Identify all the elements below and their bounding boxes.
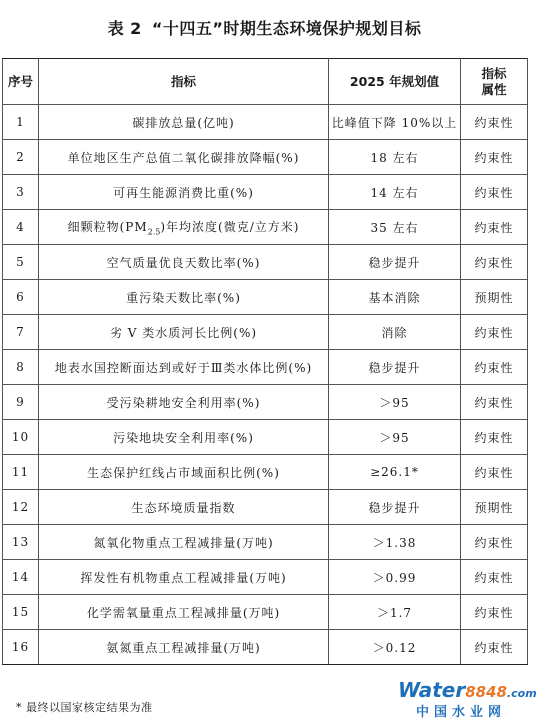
row-target: 比峰值下降 10%以上 (329, 105, 461, 140)
header-attr: 指标 属性 (461, 59, 528, 105)
row-indicator: 污染地块安全利用率(%) (39, 420, 329, 455)
row-indicator: 单位地区生产总值二氧化碳排放降幅(%) (39, 140, 329, 175)
row-indicator: 细颗粒物$(PM_{2.5})$年均浓度(微克/立方米) (39, 210, 329, 245)
table-row (3, 315, 528, 350)
row-indicator: 氨氮重点工程减排量(万吨) (39, 630, 329, 665)
row-no: 16 (3, 630, 39, 665)
row-attr: 约束性 (461, 420, 528, 455)
header-target: 2025 年规划值 (329, 59, 461, 105)
row-indicator: 地表水国控断面达到或好于Ⅲ类水体比例(%) (39, 350, 329, 385)
targets-table (2, 58, 528, 665)
row-no: 4 (3, 210, 39, 245)
watermark-logo (398, 678, 537, 721)
row-attr: 约束性 (461, 105, 528, 140)
table-row (3, 105, 528, 140)
row-no: 8 (3, 350, 39, 385)
row-target: ＞0.99 (329, 560, 461, 595)
row-indicator: 挥发性有机物重点工程减排量(万吨) (39, 560, 329, 595)
row-target: 35 左右 (329, 210, 461, 245)
table-row (3, 175, 528, 210)
header-no: 序号 (3, 59, 39, 105)
table-row (3, 560, 528, 595)
row-attr: 约束性 (461, 595, 528, 630)
row-no: 11 (3, 455, 39, 490)
row-no: 1 (3, 105, 39, 140)
table-row (3, 630, 528, 665)
row-indicator: 劣 V 类水质河长比例(%) (39, 315, 329, 350)
row-target: 基本消除 (329, 280, 461, 315)
row-no: 7 (3, 315, 39, 350)
table-row (3, 210, 528, 245)
row-indicator: 碳排放总量(亿吨) (39, 105, 329, 140)
table-row (3, 455, 528, 490)
row-no: 6 (3, 280, 39, 315)
row-indicator: 生态环境质量指数 (39, 490, 329, 525)
row-target: 18 左右 (329, 140, 461, 175)
row-no: 14 (3, 560, 39, 595)
row-no: 13 (3, 525, 39, 560)
row-no: 3 (3, 175, 39, 210)
row-attr: 约束性 (461, 245, 528, 280)
table-title (0, 16, 529, 39)
row-no: 9 (3, 385, 39, 420)
row-indicator: 受污染耕地安全利用率(%) (39, 385, 329, 420)
row-attr: 约束性 (461, 140, 528, 175)
row-target: ＞95 (329, 420, 461, 455)
table-row (3, 280, 528, 315)
row-attr: 约束性 (461, 175, 528, 210)
table-row (3, 245, 528, 280)
row-target: ＞1.7 (329, 595, 461, 630)
row-target: 稳步提升 (329, 350, 461, 385)
row-attr: 约束性 (461, 455, 528, 490)
row-target: ＞1.38 (329, 525, 461, 560)
row-indicator: 化学需氧量重点工程减排量(万吨) (39, 595, 329, 630)
row-attr: 预期性 (461, 490, 528, 525)
row-attr: 预期性 (461, 280, 528, 315)
table-caption: “十四五”时期生态环境保护规划目标 (151, 19, 422, 38)
row-indicator: 重污染天数比率(%) (39, 280, 329, 315)
row-indicator: 氮氧化物重点工程减排量(万吨) (39, 525, 329, 560)
row-indicator: 可再生能源消费比重(%) (39, 175, 329, 210)
row-indicator: 生态保护红线占市域面积比例(%) (39, 455, 329, 490)
watermark-wordmark: Water8848.com (398, 678, 537, 702)
table-row (3, 525, 528, 560)
row-no: 12 (3, 490, 39, 525)
row-target: ＞95 (329, 385, 461, 420)
row-no: 2 (3, 140, 39, 175)
row-attr: 约束性 (461, 630, 528, 665)
footnote: * 最终以国家核定结果为准 (16, 701, 153, 714)
row-target: ≥26.1* (329, 455, 461, 490)
table-row (3, 490, 528, 525)
table-row (3, 595, 528, 630)
row-no: 5 (3, 245, 39, 280)
row-attr: 约束性 (461, 560, 528, 595)
row-target: 消除 (329, 315, 461, 350)
row-target: ＞0.12 (329, 630, 461, 665)
row-indicator: 空气质量优良天数比率(%) (39, 245, 329, 280)
table-row (3, 420, 528, 455)
row-attr: 约束性 (461, 315, 528, 350)
row-target: 14 左右 (329, 175, 461, 210)
row-no: 15 (3, 595, 39, 630)
row-no: 10 (3, 420, 39, 455)
header-indicator: 指标 (39, 59, 329, 105)
table-row (3, 350, 528, 385)
row-attr: 约束性 (461, 525, 528, 560)
table-row (3, 385, 528, 420)
row-attr: 约束性 (461, 350, 528, 385)
row-attr: 约束性 (461, 385, 528, 420)
row-target: 稳步提升 (329, 490, 461, 525)
table-header-row (3, 59, 528, 105)
row-target: 稳步提升 (329, 245, 461, 280)
watermark-subtitle: 中国水业网 (416, 705, 507, 720)
table-number: 表 2 (107, 19, 142, 38)
table-row (3, 140, 528, 175)
row-attr: 约束性 (461, 210, 528, 245)
